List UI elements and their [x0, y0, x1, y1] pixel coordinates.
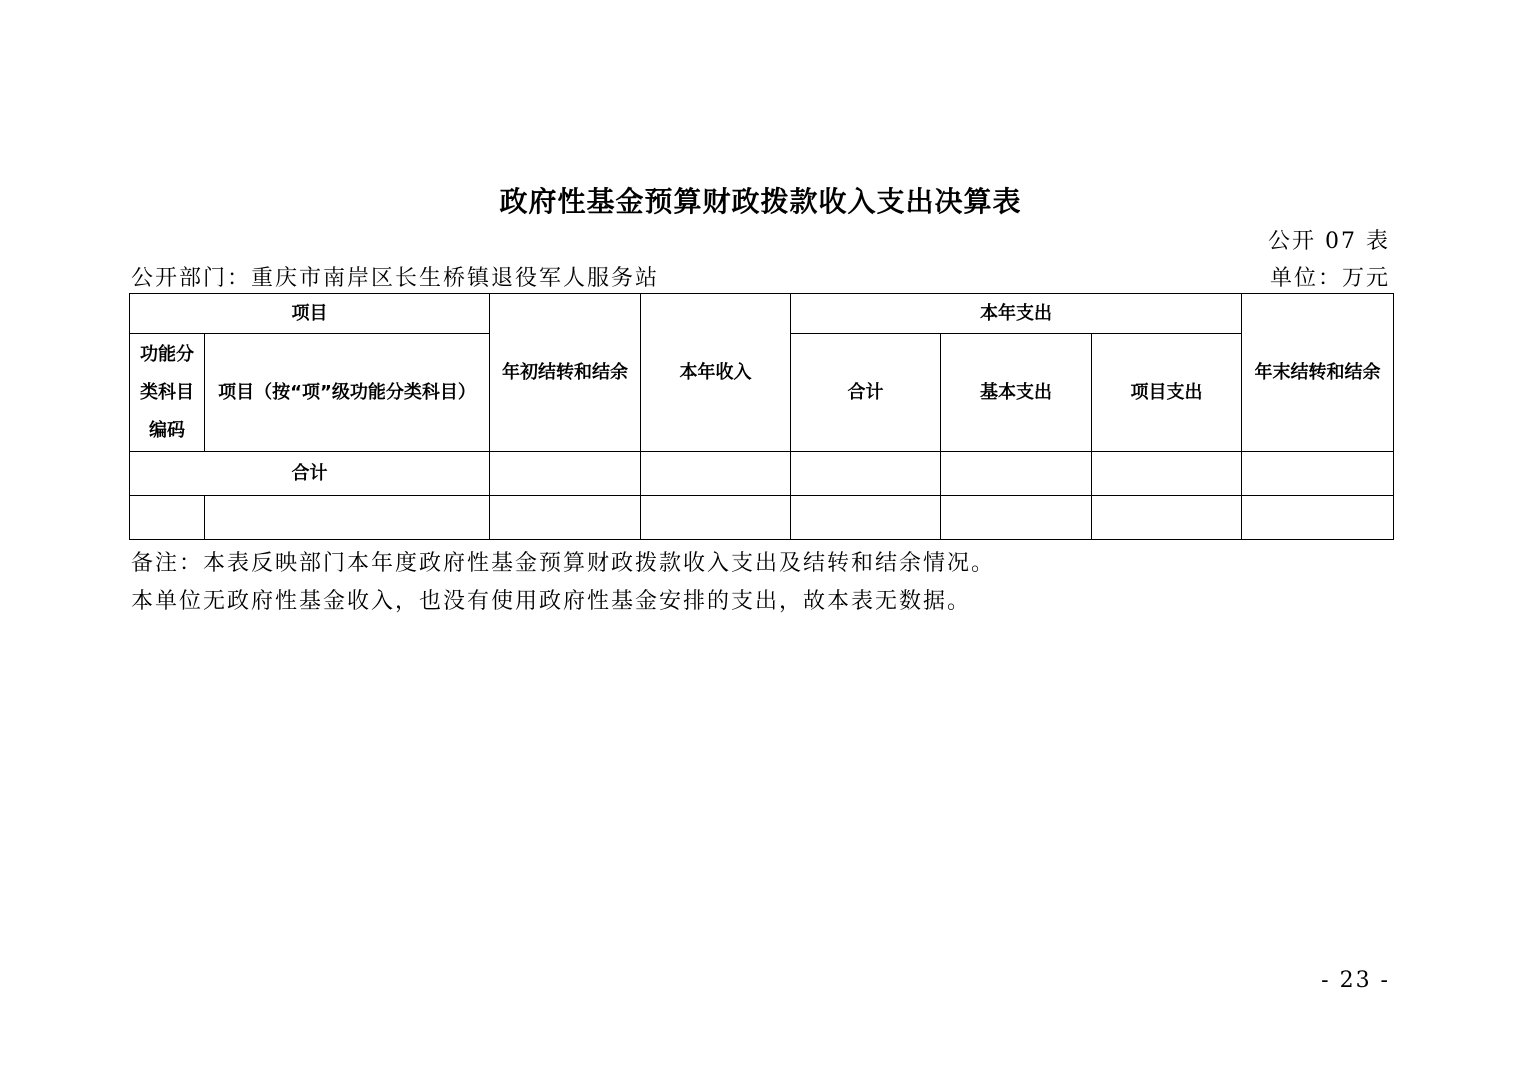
total-income-cell — [641, 452, 791, 496]
empty-cell — [130, 496, 205, 540]
empty-cell — [791, 496, 941, 540]
total-end-balance-cell — [1242, 452, 1394, 496]
note-line-1: 备注：本表反映部门本年度政府性基金预算财政拨款收入支出及结转和结余情况。 — [131, 551, 996, 576]
empty-cell — [641, 496, 791, 540]
table-row — [130, 496, 1394, 540]
header-income: 本年收入 — [641, 294, 791, 452]
total-expense-basic-cell — [941, 452, 1092, 496]
header-item-detail: 项目（按“项”级功能分类科目） — [205, 334, 490, 452]
empty-cell — [1242, 496, 1394, 540]
header-expense: 本年支出 — [791, 294, 1242, 334]
page-title: 政府性基金预算财政拨款收入支出决算表 — [499, 185, 1022, 218]
unit-label: 单位：万元 — [1269, 266, 1390, 291]
budget-table — [129, 293, 1394, 540]
form-number: 公开 07 表 — [1268, 229, 1390, 254]
header-expense-basic: 基本支出 — [941, 334, 1092, 452]
empty-cell — [941, 496, 1092, 540]
page-number: - 23 - — [1321, 968, 1390, 993]
total-expense-total-cell — [791, 452, 941, 496]
empty-cell — [1092, 496, 1242, 540]
header-begin-balance: 年初结转和结余 — [490, 294, 641, 452]
empty-cell — [205, 496, 490, 540]
total-expense-project-cell — [1092, 452, 1242, 496]
header-end-balance: 年末结转和结余 — [1242, 294, 1394, 452]
empty-cell — [490, 496, 641, 540]
header-expense-project: 项目支出 — [1092, 334, 1242, 452]
header-item: 项目 — [130, 294, 490, 334]
header-code: 功能分类科目编码 — [130, 334, 205, 452]
total-begin-balance-cell — [490, 452, 641, 496]
total-label: 合计 — [130, 452, 490, 496]
department-label: 公开部门：重庆市南岸区长生桥镇退役军人服务站 — [131, 266, 660, 291]
total-row — [130, 452, 1394, 496]
note-line-2: 本单位无政府性基金收入，也没有使用政府性基金安排的支出，故本表无数据。 — [131, 589, 972, 614]
header-expense-total: 合计 — [791, 334, 941, 452]
